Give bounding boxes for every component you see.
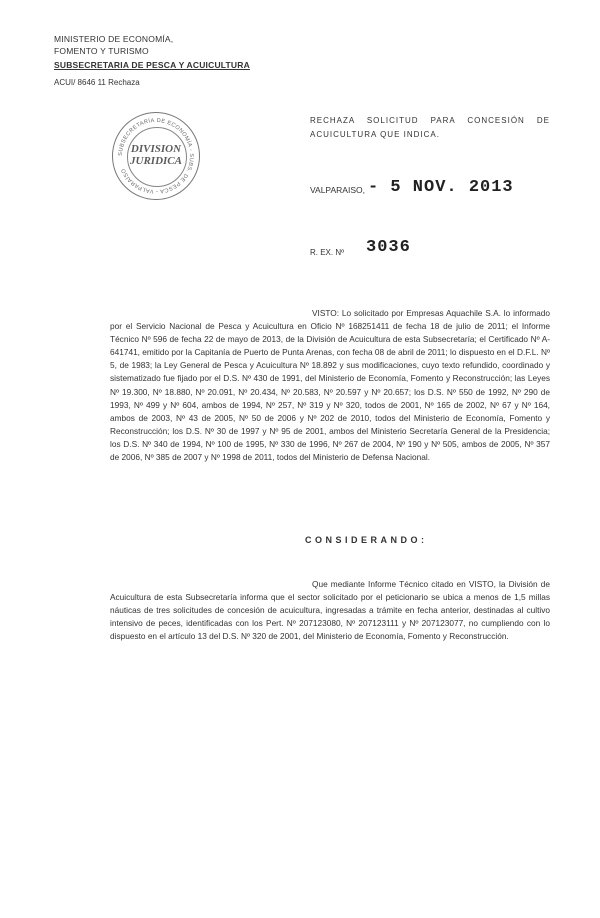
header-reference: ACUI/ 8646 11 Rechaza [54, 78, 140, 87]
stamp-ring-text: SUBSECRETARÍA DE ECONOMÍA - SUBS. DE PESCA - VALPARAÍSO [117, 117, 195, 195]
considerando-paragraph: Que mediante Informe Técnico citado en VISTO, la División de Acuicultura de esta Subsecretaría informa que el sector solicitado por el peticionario se ubica a menos de 1,5 millas náuticas de tres solicitudes de concesión de acuicultura, ingresadas a trámite en fecha anterior, destinadas al cultivo intensivo de peces, identificadas con los Pert. Nº 207123080, Nº 207123111 y Nº 207123077, no cumpliendo con lo dispuesto en el artículo 13 del D.S. Nº 320 de 2001, del Ministerio de Economía, Fomento y Reconstrucción. [110, 579, 550, 642]
header-ministry-line2: FOMENTO Y TURISMO [54, 46, 149, 56]
resolution-label: R. EX. Nº [310, 248, 345, 257]
header-ministry: MINISTERIO DE ECONOMÍA, [54, 34, 174, 44]
place-label: VALPARAISO, [310, 185, 365, 195]
subject-line: RECHAZA SOLICITUD PARA CONCESIÓN DE ACUICULTURA QUE INDICA. [310, 116, 550, 139]
stamp-text-line1: DIVISION [130, 143, 182, 155]
visto-paragraph: VISTO: Lo solicitado por Empresas Aquachile S.A. lo informado por el Servicio Nacional de Pesca y Acuicultura en Oficio Nº 168251411 de fecha 18 de julio de 2011; el Informe Técnico Nº 596 de fecha 22 de mayo de 2013, de la División de Acuicultura de esta Subsecretaría; el Certificado Nº A-641741, emitido por la Capitanía de Puerto de Punta Arenas, con fecha 08 de abril de 2011; lo dispuesto en el D.F.L. Nº 5, de 1983; la Ley General de Pesca y Acuicultura Nº 18.892 y sus modificaciones, cuyo texto refundido, coordinado y sistematizado fue fijado por el D.S. Nº 430 de 1991, del Ministerio de Economía, Fomento y Reconstrucción; las Leyes Nº 19.300, Nº 18.880, Nº 20.091, Nº 20.434, Nº 20.583, Nº 20.597 y Nº 20.657; los D.S. Nº 550 de 1992, Nº 290 de 1993, Nº 499 y Nº 604, ambos de 1994, Nº 257, Nº 319 y Nº 320, todos de 2001, Nº 165 de 2002, Nº 67 y Nº 164, ambos de 2003, Nº 43 de 2005, Nº 50 de 2006 y Nº 202 de 2010, todos del Ministerio de Economía, Fomento y Reconstrucción; los D.S. Nº 30 de 1997 y Nº 95 de 2001, ambos del Ministerio Secretaría General de la Presidencia; los D.S. Nº 340 de 1994, Nº 100 de 1995, Nº 330 de 1996, Nº 267 de 2004, Nº 190 y Nº 505, ambos de 2005, Nº 357 de 2006, Nº 385 de 2007 y Nº 1998 de 2011, todos del Ministerio de Defensa Nacional. [110, 308, 550, 463]
stamp-center-text [113, 143, 199, 167]
stamp-text-line2: JURIDICA [130, 155, 182, 167]
considerando-heading: CONSIDERANDO: [305, 535, 428, 545]
date-stamp: - 5 NOV. 2013 [368, 178, 514, 197]
resolution-number: 3036 [366, 238, 411, 257]
header-subsecretaria: SUBSECRETARIA DE PESCA Y ACUICULTURA [54, 60, 250, 70]
juridica-stamp [112, 112, 200, 200]
